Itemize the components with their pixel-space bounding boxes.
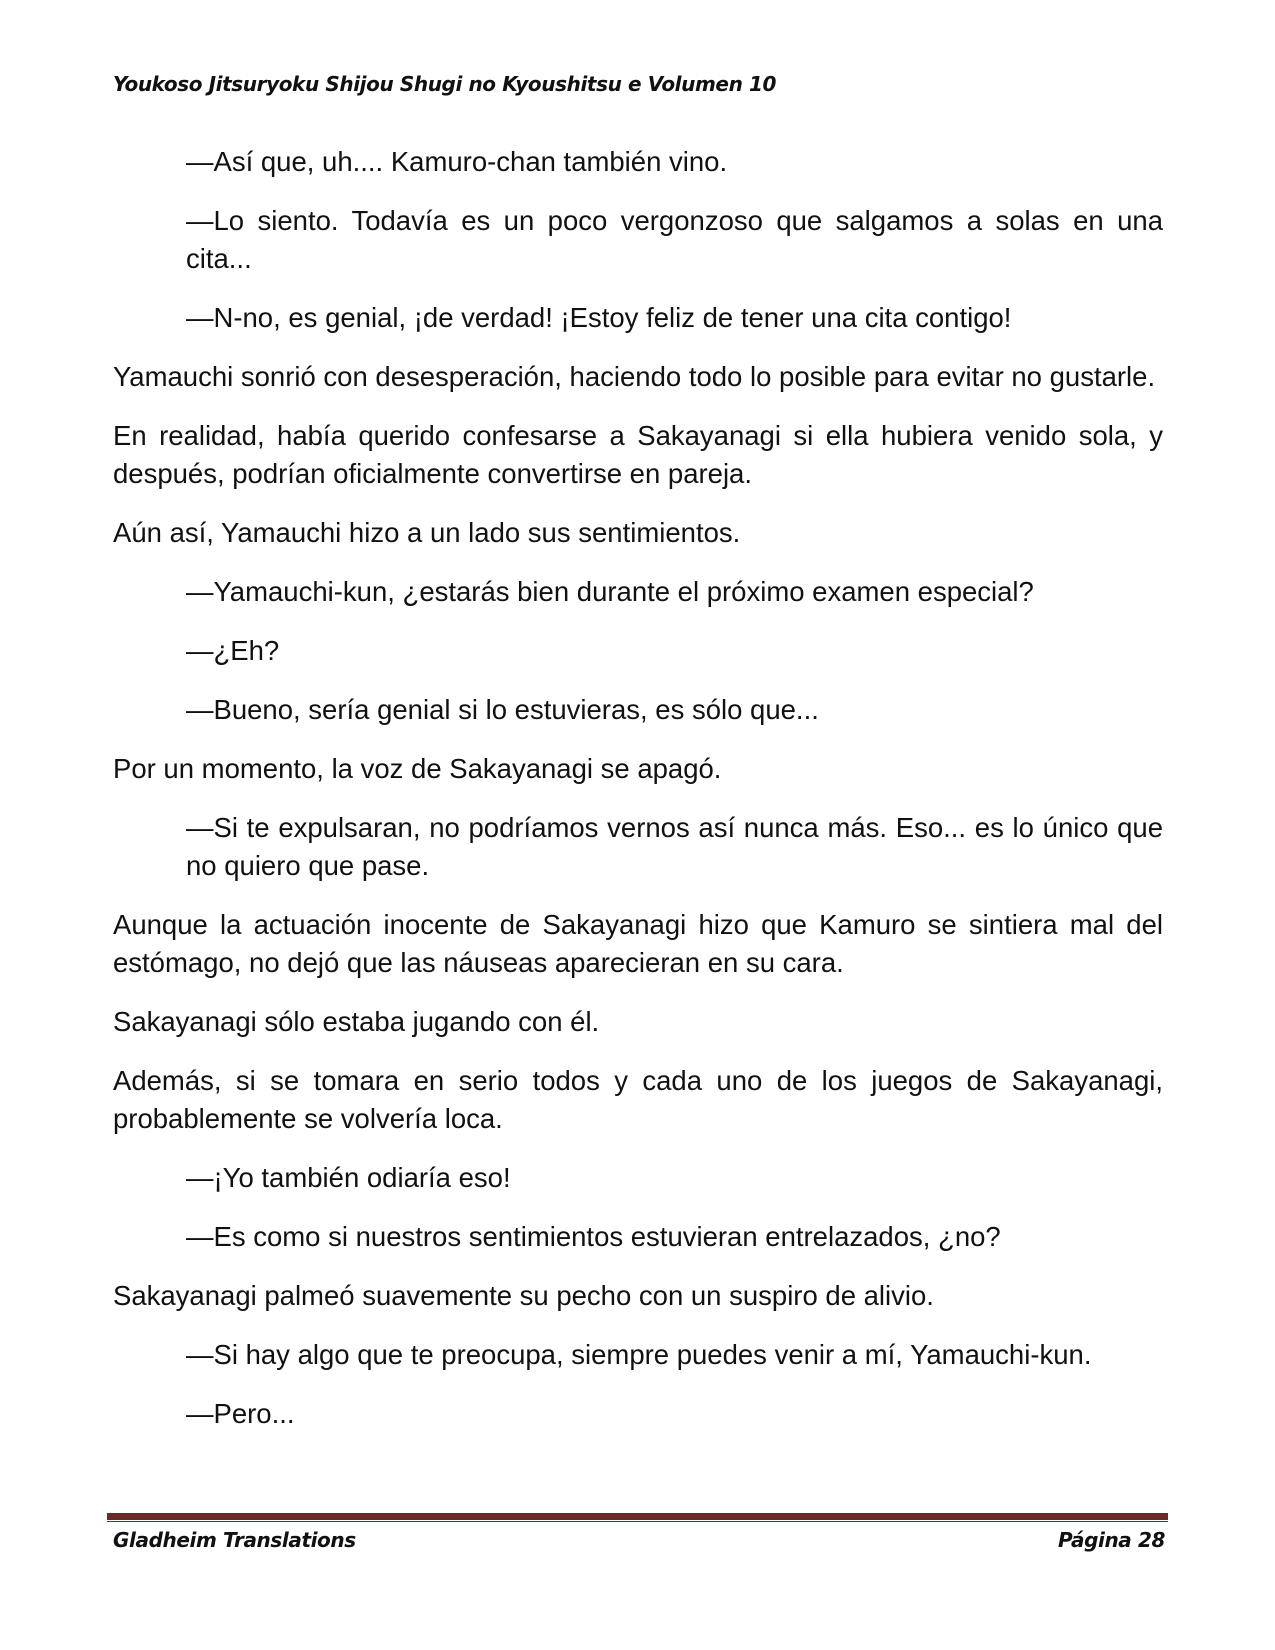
page-body [113, 143, 1163, 1454]
paragraph-narration: Sakayanagi sólo estaba jugando con él. [113, 1006, 600, 1037]
paragraph-narration: Sakayanagi palmeó suavemente su pecho con un suspiro de alivio. [113, 1280, 934, 1311]
paragraph-dialog: —Pero... [186, 1398, 295, 1429]
paragraph-narration: Yamauchi sonrió con desesperación, haciendo todo lo posible para evitar no gustarle. [113, 361, 1156, 392]
paragraph-dialog: —Lo siento. Todavía es un poco vergonzoso que salgamos a solas en una cita... [186, 205, 1163, 274]
paragraph-narration: Aún así, Yamauchi hizo a un lado sus sentimientos. [113, 517, 741, 548]
paragraph-dialog: —Si te expulsaran, no podríamos vernos así nunca más. Eso... es lo único que no quiero que pase. [186, 812, 1163, 881]
footer-page-number: Página 28 [1058, 1528, 1165, 1552]
paragraph-narration: Además, si se tomara en serio todos y cada uno de los juegos de Sakayanagi, probablemente se volvería loca. [113, 1065, 1163, 1134]
paragraph-dialog: —¡Yo también odiaría eso! [186, 1162, 511, 1193]
page-header-title: Youkoso Jitsuryoku Shijou Shugi no Kyoushitsu e Volumen 10 [113, 72, 777, 96]
paragraph-dialog: —Es como si nuestros sentimientos estuvieran entrelazados, ¿no? [186, 1221, 1001, 1252]
paragraph-narration: En realidad, había querido confesarse a Sakayanagi si ella hubiera venido sola, y después, podrían oficialmente convertirse en pareja. [113, 420, 1163, 489]
paragraph-narration: Por un momento, la voz de Sakayanagi se apagó. [113, 753, 722, 784]
footer-divider-thin [107, 1521, 1168, 1522]
paragraph-dialog: —¿Eh? [186, 635, 280, 666]
paragraph-narration: Aunque la actuación inocente de Sakayanagi hizo que Kamuro se sintiera mal del estómago, no dejó que las náuseas aparecieran en su cara. [113, 909, 1163, 978]
footer-publisher: Gladheim Translations [113, 1528, 356, 1552]
paragraph-dialog: —Si hay algo que te preocupa, siempre puedes venir a mí, Yamauchi-kun. [186, 1339, 1092, 1370]
paragraph-dialog: —N-no, es genial, ¡de verdad! ¡Estoy feliz de tener una cita contigo! [186, 302, 1012, 333]
paragraph-dialog: —Yamauchi-kun, ¿estarás bien durante el próximo examen especial? [186, 576, 1034, 607]
paragraph-dialog: —Así que, uh.... Kamuro-chan también vino. [186, 146, 728, 177]
footer-divider [107, 1513, 1168, 1520]
paragraph-dialog: —Bueno, sería genial si lo estuvieras, es sólo que... [186, 694, 819, 725]
